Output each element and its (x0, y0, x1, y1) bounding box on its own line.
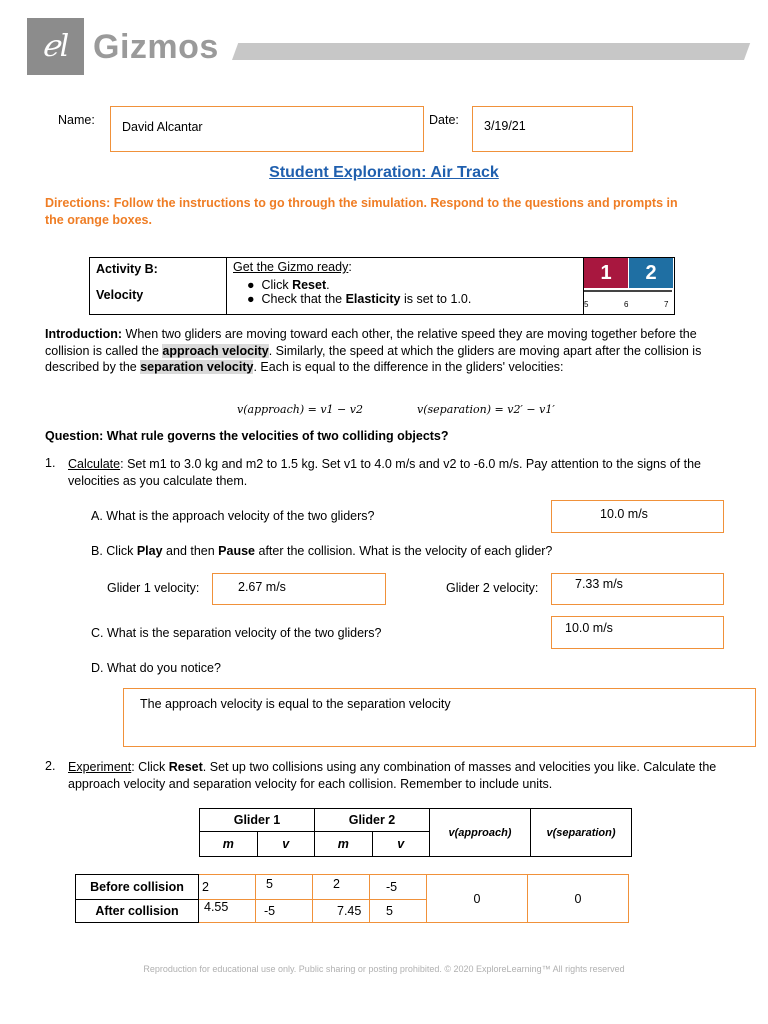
after-v2: 5 (386, 904, 393, 918)
q1-label: Calculate (68, 457, 121, 471)
glider1-header: Glider 1 (200, 809, 315, 832)
bullet1-pre: Click (261, 278, 293, 292)
tick-5: 5 (584, 300, 589, 309)
before-m2: 2 (333, 877, 340, 891)
v-separation-value: 0 (574, 891, 582, 906)
after-m1: 4.55 (204, 900, 229, 914)
q1a-answer: 10.0 m/s (600, 507, 648, 521)
page-title: Student Exploration: Air Track (269, 164, 499, 181)
activity-label: Activity B: (96, 262, 158, 276)
activity-heading: Get the Gizmo ready (233, 260, 349, 274)
m1-header: m (200, 832, 258, 857)
glider1-velocity-value: 2.67 m/s (238, 580, 286, 594)
before-m1: 2 (202, 880, 209, 894)
bullet2-post: is set to 1.0. (400, 292, 472, 306)
after-m1-cell[interactable] (199, 900, 256, 923)
row-label-before: Before collision (76, 875, 199, 900)
q2-reset: Reset (168, 760, 203, 774)
brand-name: Gizmos (93, 28, 219, 66)
intro-text-1: When two gliders are moving toward each other, the relative speed they are moving together before the collision is called the (45, 327, 697, 358)
v2-header: v (372, 832, 430, 857)
track-rail (584, 290, 672, 292)
q2-pre: : Click (131, 760, 169, 774)
after-m2-cell[interactable] (313, 900, 370, 923)
intro-text-2: . Similarly, the speed at which the gliders are moving apart after the collision is described by the (45, 343, 702, 374)
before-v2-cell[interactable] (370, 875, 427, 900)
v-approach-value: 0 (473, 891, 481, 906)
v-separation-cell[interactable] (528, 875, 629, 923)
data-table-header (199, 808, 632, 857)
m2-header: m (315, 832, 373, 857)
question-heading: Question: What rule governs the velocities of two colliding objects? (45, 429, 449, 443)
tick-6: 6 (624, 300, 629, 309)
bullet2-pre: Check that the (261, 292, 346, 306)
glider1-velocity-label: Glider 1 velocity: (107, 581, 200, 595)
q1-instructions (68, 456, 728, 489)
activity-box (89, 257, 675, 315)
intro-label: Introduction: (45, 327, 123, 341)
approach-formula: v(approach) = v1 − v2 (237, 403, 363, 416)
activity-topic: Velocity (96, 288, 144, 302)
copyright-footer: Reproduction for educational use only. Public sharing or posting prohibited. © 2020 ExploreLearning™ All rights reserved (143, 964, 625, 974)
q2-label: Experiment (68, 760, 132, 774)
explorelearning-logo (27, 18, 84, 75)
q2-number: 2. (45, 759, 56, 773)
q1d-answer-box[interactable] (123, 688, 756, 747)
bullet1-post: . (326, 278, 330, 292)
introduction-paragraph (45, 326, 730, 376)
q1b-question (91, 544, 552, 558)
q1-text: : Set m1 to 3.0 kg and m2 to 1.5 kg. Set v1 to 4.0 m/s and v2 to -6.0 m/s. Pay attention to the signs of the velocities as you calculate them. (68, 457, 702, 488)
q1d-question: D. What do you notice? (91, 661, 221, 675)
v-approach-cell[interactable] (427, 875, 528, 923)
glider-1-block: 1 (584, 258, 628, 288)
separation-formula: v(separation) = v2′ − v1′ (417, 403, 555, 416)
glider2-header: Glider 2 (315, 809, 430, 832)
after-v1: -5 (264, 904, 276, 918)
bullet-elasticity: ● Check that the Elasticity is set to 1.0. (247, 292, 472, 306)
q1d-answer: The approach velocity is equal to the separation velocity (140, 697, 451, 711)
glider2-velocity-box[interactable] (551, 573, 724, 605)
name-label: Name: (58, 113, 95, 127)
q1c-answer: 10.0 m/s (565, 621, 613, 635)
v-separation-header: v(separation) (531, 809, 632, 857)
q1a-question: A. What is the approach velocity of the two gliders? (91, 509, 375, 523)
directions-text: Directions: Follow the instructions to go through the simulation. Respond to the questions and prompts in the orange boxes. (45, 196, 678, 227)
q1a-answer-box[interactable] (551, 500, 724, 533)
v-approach-header: v(approach) (430, 809, 531, 857)
before-m1-cell[interactable] (199, 875, 256, 900)
q1b-mid: and then (162, 544, 219, 558)
name-field[interactable] (110, 106, 424, 152)
approach-velocity-term: approach velocity (162, 343, 269, 358)
q1b-pause: Pause (218, 544, 256, 558)
header-bar (232, 43, 750, 60)
bullet-reset: ● Click Reset. (247, 278, 330, 292)
date-field[interactable] (472, 106, 633, 152)
before-v2: -5 (386, 880, 398, 894)
v1-header: v (257, 832, 315, 857)
activity-instructions-cell (227, 258, 584, 315)
q1b-post: after the collision. What is the velocity of each glider? (255, 544, 553, 558)
gizmo-thumbnail (584, 258, 675, 315)
activity-label-cell (90, 258, 227, 315)
q1b-play: Play (136, 544, 163, 558)
q2-text: . Set up two collisions using any combination of masses and velocities you like. Calculate the approach velocity and separation velocity for each collision. Remember to include units. (68, 760, 717, 791)
row-label-after: After collision (76, 900, 199, 923)
glider2-velocity-label: Glider 2 velocity: (446, 581, 539, 595)
q1b-pre: B. Click (91, 544, 137, 558)
tick-7: 7 (664, 300, 669, 309)
activity-heading-colon: : (348, 260, 352, 274)
before-m2-cell[interactable] (313, 875, 370, 900)
glider1-velocity-box[interactable] (212, 573, 386, 605)
date-value: 3/19/21 (484, 119, 526, 133)
separation-velocity-term: separation velocity (140, 360, 254, 374)
before-v1: 5 (266, 877, 273, 891)
glider2-velocity-value: 7.33 m/s (575, 577, 623, 591)
data-table-rows (75, 874, 629, 923)
after-v2-cell[interactable] (370, 900, 427, 923)
bullet2-bold: Elasticity (345, 292, 401, 306)
before-v1-cell[interactable] (256, 875, 313, 900)
date-label: Date: (429, 113, 459, 127)
bullet1-bold: Reset (292, 278, 327, 292)
after-v1-cell[interactable] (256, 900, 313, 923)
glider-2-block: 2 (628, 258, 673, 288)
name-value: David Alcantar (122, 120, 203, 134)
logo-mark: ℯl (41, 29, 70, 64)
q2-instructions (68, 759, 728, 792)
q1-number: 1. (45, 456, 56, 470)
q1c-question: C. What is the separation velocity of the two gliders? (91, 626, 382, 640)
intro-text-3: . Each is equal to the difference in the gliders' velocities: (253, 360, 564, 374)
q1c-answer-box[interactable] (551, 616, 724, 649)
after-m2: 7.45 (337, 904, 362, 918)
